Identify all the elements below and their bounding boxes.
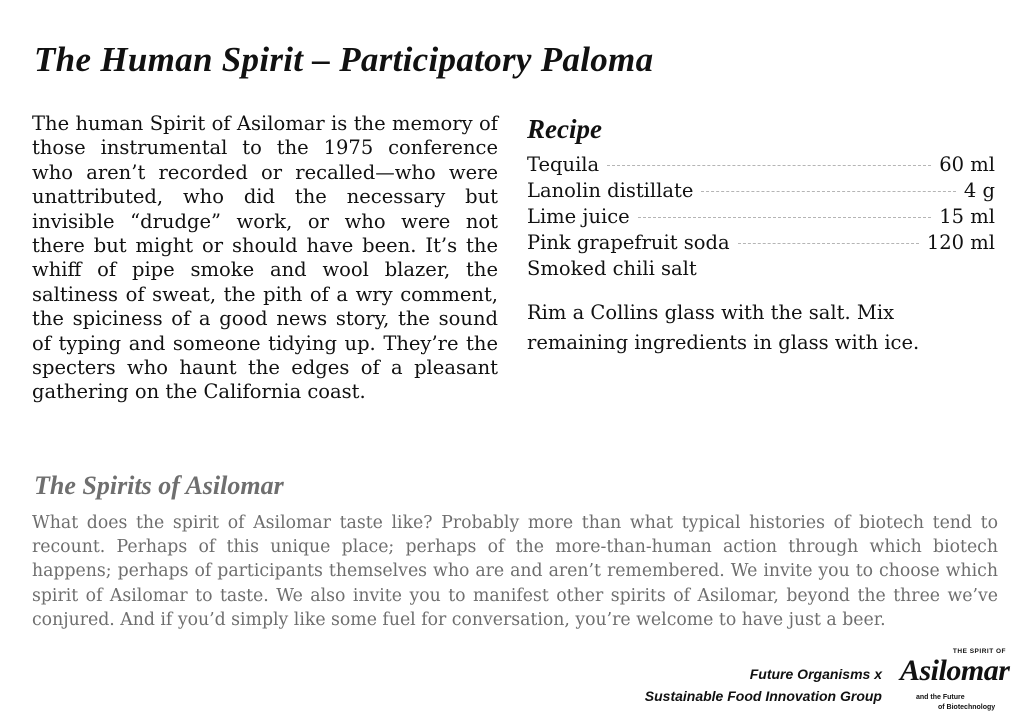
ingredient-amount: 120 ml [926, 231, 995, 254]
credits-line: Future Organisms x [749, 666, 882, 682]
dotted-leader [607, 165, 931, 166]
ingredient-name: Lime juice [527, 205, 630, 228]
ingredient-list [527, 153, 995, 283]
logo-subtitle: of Biotechnology [938, 704, 996, 711]
dotted-leader [701, 191, 956, 192]
credits [645, 663, 882, 707]
recipe-method: Rim a Collins glass with the salt. Mix remaining ingredients in glass with ice. [527, 301, 920, 354]
logo-top-text: THE SPIRIT OF [952, 648, 1006, 655]
ingredient-row [527, 153, 995, 179]
logo-subtitle: and the Future [916, 694, 965, 701]
ingredient-name: Pink grapefruit soda [527, 231, 730, 254]
dotted-leader [638, 217, 932, 218]
intro-paragraph: The human Spirit of Asilomar is the memory of those instrumental to the 1975 conference who aren’t recorded or recalled—who were unattributed, who did the necessary but invisible “drudge” work, or who were not there but might or should have been. It’s the whiff of pipe smoke and wool blazer, the saltiness of sweat, the pith of a wry comment, the spiciness of a good news story, the sound of typing and someone tidying up. They’re the specters who haunt the edges of a pleasant gathering on the California coast. [32, 112, 498, 404]
ingredient-name: Smoked chili salt [527, 257, 697, 280]
ingredient-row [527, 205, 995, 231]
page-title: The Human Spirit – Participatory Paloma [34, 40, 654, 79]
ingredient-name: Tequila [527, 153, 600, 176]
ingredient-amount: 15 ml [939, 205, 995, 228]
ingredient-row [527, 257, 995, 283]
spirits-heading: The Spirits of Asilomar [34, 471, 284, 500]
recipe-heading: Recipe [527, 114, 602, 144]
ingredient-amount: 60 ml [939, 153, 995, 176]
ingredient-row [527, 231, 995, 257]
asilomar-logo [896, 648, 1018, 720]
ingredient-row [527, 179, 995, 205]
spirits-paragraph: What does the spirit of Asilomar taste like? Probably more than what typical histories of biotech tend to recount. Perhaps of this unique place; perhaps of the more-than-human action through which biotech happens; perhaps of participants themselves who are and aren’t remembered. We invite you to choose which spirit of Asilomar to taste. We also invite you to manifest other spirits of Asilomar, beyond the three we’ve conjured. And if you’d simply like some fuel for conversation, you’re welcome to have just a beer. [32, 513, 998, 630]
logo-wordmark: Asilomar [900, 654, 1010, 687]
credits-line: Sustainable Food Innovation Group [644, 688, 882, 704]
dotted-leader [738, 243, 919, 244]
ingredient-name: Lanolin distillate [527, 179, 694, 202]
ingredient-amount: 4 g [963, 179, 995, 202]
